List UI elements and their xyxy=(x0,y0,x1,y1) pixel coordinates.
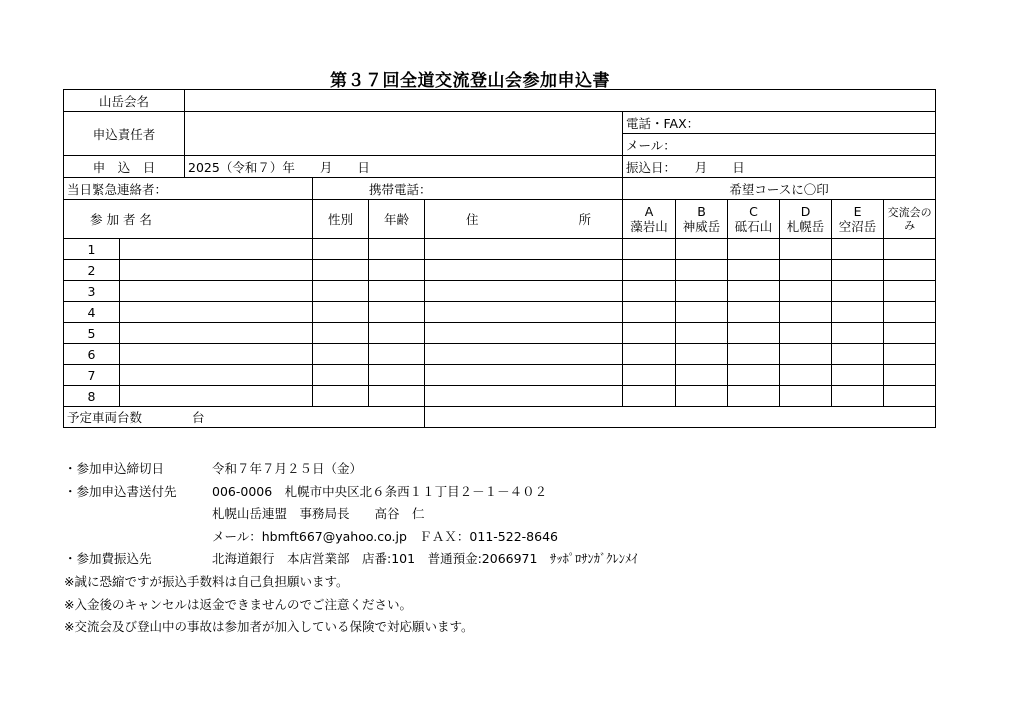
application-form-table xyxy=(63,89,936,428)
address-cell[interactable] xyxy=(425,260,623,281)
deadline-value: 令和７年７月２５日（金） xyxy=(212,461,363,476)
address-cell[interactable] xyxy=(425,344,623,365)
apply-date-field[interactable]: 2025（令和７）年 月 日 xyxy=(185,156,623,178)
gender-cell[interactable] xyxy=(313,260,369,281)
course-c-cell[interactable] xyxy=(728,365,780,386)
course-e-cell[interactable] xyxy=(832,365,884,386)
exchange-only-cell[interactable] xyxy=(884,302,936,323)
participant-name-cell[interactable] xyxy=(120,323,313,344)
course-a-cell[interactable] xyxy=(623,260,676,281)
course-d-cell[interactable] xyxy=(780,281,832,302)
gender-header: 性別 xyxy=(313,200,369,239)
gender-cell[interactable] xyxy=(313,386,369,407)
gender-cell[interactable] xyxy=(313,344,369,365)
responsible-person-field[interactable] xyxy=(185,112,623,156)
row-number: 3 xyxy=(64,281,120,302)
gender-cell[interactable] xyxy=(313,365,369,386)
course-e-header: E 空沼岳 xyxy=(832,200,884,239)
course-d-cell[interactable] xyxy=(780,344,832,365)
address-cell[interactable] xyxy=(425,386,623,407)
exchange-only-cell[interactable] xyxy=(884,323,936,344)
address-header: 住 所 xyxy=(425,200,623,239)
course-b-cell[interactable] xyxy=(676,344,728,365)
age-cell[interactable] xyxy=(369,344,425,365)
course-b-cell[interactable] xyxy=(676,239,728,260)
note-cancellation: ※入金後のキャンセルは返金できませんのでご注意ください。 xyxy=(64,596,412,612)
course-a-cell[interactable] xyxy=(623,386,676,407)
course-e-cell[interactable] xyxy=(832,281,884,302)
course-b-cell[interactable] xyxy=(676,260,728,281)
age-cell[interactable] xyxy=(369,281,425,302)
course-a-header: A 藻岩山 xyxy=(623,200,676,239)
course-b-cell[interactable] xyxy=(676,386,728,407)
course-c-header: C 砥石山 xyxy=(728,200,780,239)
exchange-only-cell[interactable] xyxy=(884,239,936,260)
course-b-header: B 神威岳 xyxy=(676,200,728,239)
contact-mail-fax: メール：hbmft667@yahoo.co.jp ＦＡＸ：011-522-8646 xyxy=(212,528,558,544)
page-title: 第３７回全道交流登山会参加申込書 xyxy=(330,71,610,91)
gender-cell[interactable] xyxy=(313,323,369,344)
course-e-cell[interactable] xyxy=(832,386,884,407)
course-d-cell[interactable] xyxy=(780,302,832,323)
participant-name-cell[interactable] xyxy=(120,281,313,302)
participant-name-cell[interactable] xyxy=(120,260,313,281)
exchange-only-header: 交流会のみ xyxy=(884,200,936,239)
emergency-contact-field[interactable]: 当日緊急連絡者： xyxy=(64,178,313,200)
send-address-label: ・参加申込書送付先 xyxy=(64,483,177,499)
contact-person: 札幌山岳連盟 事務局長 高谷 仁 xyxy=(212,506,425,522)
course-d-cell[interactable] xyxy=(780,260,832,281)
exchange-only-cell[interactable] xyxy=(884,344,936,365)
address-cell[interactable] xyxy=(425,323,623,344)
participant-name-cell[interactable] xyxy=(120,302,313,323)
deadline-label: ・参加申込締切日 xyxy=(64,461,165,476)
note-transfer-fee: ※誠に恐縮ですが振込手数料は自己負担願います。 xyxy=(64,573,349,589)
note-insurance: ※交流会及び登山中の事故は参加者が加入している保険で対応願います。 xyxy=(64,619,474,635)
course-b-cell[interactable] xyxy=(676,302,728,323)
course-a-cell[interactable] xyxy=(623,323,676,344)
address-cell[interactable] xyxy=(425,239,623,260)
row-number: 5 xyxy=(64,323,120,344)
age-cell[interactable] xyxy=(369,323,425,344)
participant-name-header: 参 加 者 名 xyxy=(64,200,313,239)
email-field[interactable]: メール： xyxy=(623,134,936,156)
row-number: 6 xyxy=(64,344,120,365)
course-a-cell[interactable] xyxy=(623,281,676,302)
age-cell[interactable] xyxy=(369,365,425,386)
course-d-cell[interactable] xyxy=(780,239,832,260)
table-row xyxy=(64,386,936,407)
course-e-cell[interactable] xyxy=(832,239,884,260)
age-cell[interactable] xyxy=(369,302,425,323)
course-c-cell[interactable] xyxy=(728,386,780,407)
send-address-value: 006-0006 札幌市中央区北６条西１１丁目２－１－４０２ xyxy=(212,483,548,499)
gender-cell[interactable] xyxy=(313,239,369,260)
row-number: 1 xyxy=(64,239,120,260)
course-d-header: D 札幌岳 xyxy=(780,200,832,239)
fee-transfer-label: ・参加費振込先 xyxy=(64,551,152,567)
course-e-cell[interactable] xyxy=(832,260,884,281)
table-row xyxy=(64,302,936,323)
course-c-cell[interactable] xyxy=(728,260,780,281)
participant-name-cell[interactable] xyxy=(120,344,313,365)
course-a-cell[interactable] xyxy=(623,365,676,386)
vehicle-count-field[interactable]: 予定車両台数 台 xyxy=(64,407,425,428)
age-header: 年齢 xyxy=(369,200,425,239)
gender-cell[interactable] xyxy=(313,281,369,302)
course-c-cell[interactable] xyxy=(728,302,780,323)
fee-transfer-value: 北海道銀行 本店営業部 店番:101 普通預金:2066971 ｻｯﾎﾟﾛｻﾝｶﾞｸﾚﾝﾒｲ xyxy=(212,551,638,567)
participant-name-cell[interactable] xyxy=(120,365,313,386)
club-name-label: 山岳会名 xyxy=(64,90,185,112)
age-cell[interactable] xyxy=(369,260,425,281)
course-d-cell[interactable] xyxy=(780,386,832,407)
table-row xyxy=(64,239,936,260)
course-c-cell[interactable] xyxy=(728,323,780,344)
exchange-only-cell[interactable] xyxy=(884,281,936,302)
table-row xyxy=(64,365,936,386)
course-c-cell[interactable] xyxy=(728,344,780,365)
course-a-cell[interactable] xyxy=(623,302,676,323)
mobile-phone-field[interactable]: 携帯電話： xyxy=(313,178,623,200)
apply-date-label: 申 込 日 xyxy=(64,156,185,178)
address-cell[interactable] xyxy=(425,365,623,386)
course-b-cell[interactable] xyxy=(676,323,728,344)
course-d-cell[interactable] xyxy=(780,323,832,344)
course-a-cell[interactable] xyxy=(623,344,676,365)
club-name-field[interactable] xyxy=(185,90,936,112)
table-row xyxy=(64,281,936,302)
exchange-only-cell[interactable] xyxy=(884,386,936,407)
row-number: 8 xyxy=(64,386,120,407)
course-b-cell[interactable] xyxy=(676,365,728,386)
row-number: 4 xyxy=(64,302,120,323)
notes-section xyxy=(64,458,637,639)
exchange-only-cell[interactable] xyxy=(884,260,936,281)
phone-fax-field[interactable]: 電話・FAX： xyxy=(623,112,936,134)
course-request-label: 希望コースに〇印 xyxy=(623,178,936,200)
age-cell[interactable] xyxy=(369,239,425,260)
course-e-cell[interactable] xyxy=(832,323,884,344)
table-row xyxy=(64,323,936,344)
address-cell[interactable] xyxy=(425,281,623,302)
course-e-cell[interactable] xyxy=(832,302,884,323)
gender-cell[interactable] xyxy=(313,302,369,323)
course-d-cell[interactable] xyxy=(780,365,832,386)
table-row xyxy=(64,344,936,365)
table-row xyxy=(64,260,936,281)
age-cell[interactable] xyxy=(369,386,425,407)
responsible-person-label: 申込責任者 xyxy=(64,112,185,156)
participant-name-cell[interactable] xyxy=(120,239,313,260)
exchange-only-cell[interactable] xyxy=(884,365,936,386)
course-b-cell[interactable] xyxy=(676,281,728,302)
course-e-cell[interactable] xyxy=(832,344,884,365)
course-a-cell[interactable] xyxy=(623,239,676,260)
vehicle-count-blank xyxy=(425,407,936,428)
course-c-cell[interactable] xyxy=(728,281,780,302)
address-cell[interactable] xyxy=(425,302,623,323)
participant-name-cell[interactable] xyxy=(120,386,313,407)
transfer-date-field[interactable]: 振込日： 月 日 xyxy=(623,156,936,178)
course-c-cell[interactable] xyxy=(728,239,780,260)
row-number: 2 xyxy=(64,260,120,281)
row-number: 7 xyxy=(64,365,120,386)
